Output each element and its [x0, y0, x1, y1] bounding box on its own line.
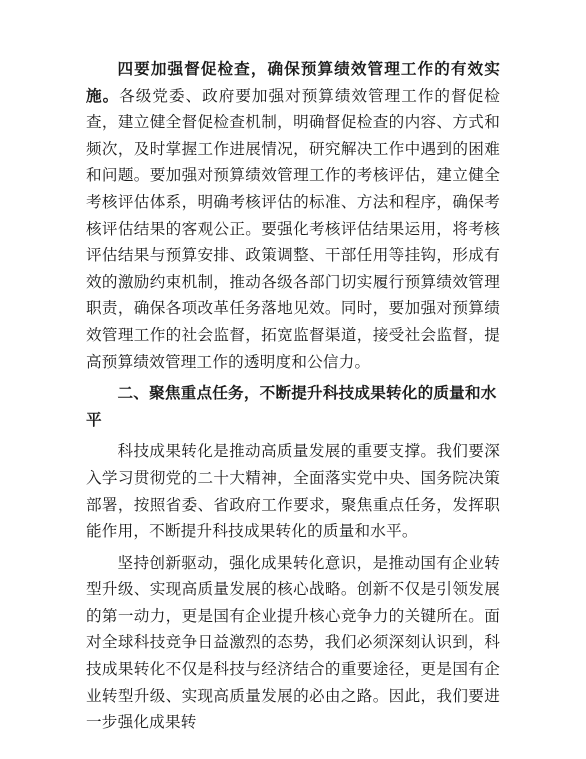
paragraph-intro: 科技成果转化是推动高质量发展的重要支撑。我们要深入学习贯彻党的二十大精神，全面落实党中央、国务院决策部署，按照省委、省政府工作要求，聚焦重点任务，发挥职能作用，不断提升科技成果转化的质量和水平。: [86, 442, 500, 541]
paragraph-supervision: [86, 56, 500, 375]
paragraph-innovation: 坚持创新驱动，强化成果转化意识，是推动国有企业转型升级、实现高质量发展的核心战略。创新不仅是引领发展的第一动力，更是国有企业提升核心竞争力的关键所在。面对全球科技竞争日益激烈的态势，我们必须深刻认识到，科技成果转化不仅是科技与经济结合的重要途径，更是国有企业转型升级、实现高质量发展的必由之路。因此，我们要进一步强化成果转: [86, 553, 500, 732]
document-page: [86, 56, 500, 736]
paragraph-lead: 四要加强督促检查，确保预算绩效管理工作的有效实施。: [86, 60, 500, 105]
section-heading: 二、聚焦重点任务，不断提升科技成果转化的质量和水平: [86, 384, 497, 429]
paragraph-body: 各级党委、政府要加强对预算绩效管理工作的督促检查，建立健全督促检查机制，明确督促检查的内容、方式和频次，及时掌握工作进展情况，研究解决工作中遇到的困难和问题。要加强对预算绩效管理工作的考核评估，建立健全考核评估体系，明确考核评估的标准、方法和程序，确保考核评估结果的客观公正。要强化考核评估结果运用，将考核评估结果与预算安排、政策调整、干部任用等挂钩，形成有效的激励约束机制，推动各级各部门切实履行预算绩效管理职责，确保各项改革任务落地见效。同时，要加强对预算绩效管理工作的社会监督，拓宽监督渠道，接受社会监督，提高预算绩效管理工作的透明度和公信力。: [86, 86, 500, 371]
